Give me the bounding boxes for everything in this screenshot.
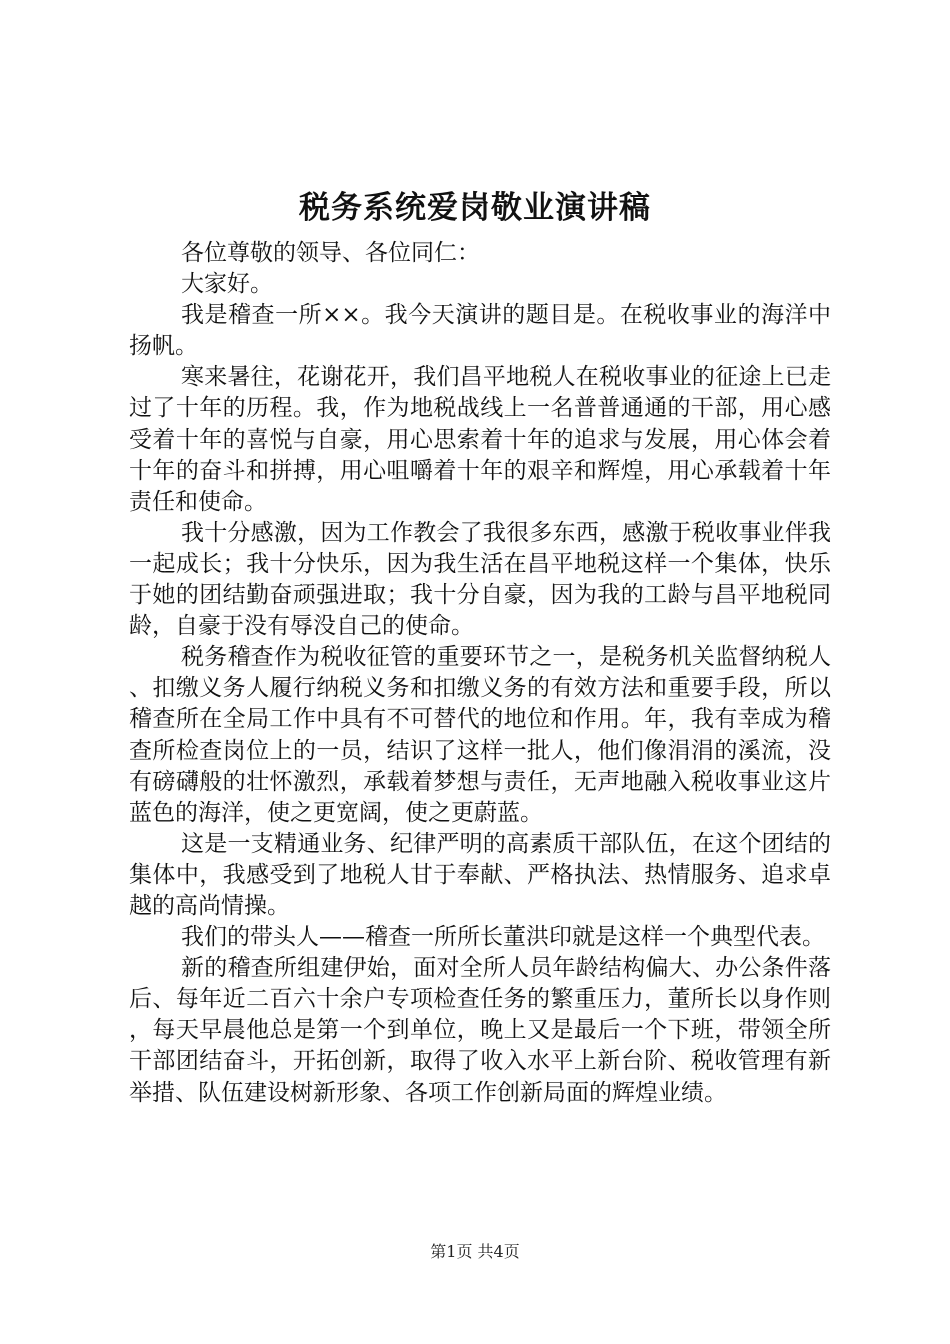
paragraph-body: 我十分感激，因为工作教会了我很多东西，感激于税收事业伴我一起成长；我十分快乐，因为我生活在昌平地税这样一个集体，快乐于她的团结勤奋顽强进取；我十分自豪，因为我的工龄与昌平地税同龄，自豪于没有辱没自己的使命。 <box>129 519 831 640</box>
document-title: 税务系统爱岗敬业演讲稿 <box>299 190 651 226</box>
document-body <box>129 238 831 1109</box>
paragraph-body: 我们的带头人——稽查一所所长董洪印就是这样一个典型代表。 <box>181 924 825 951</box>
paragraph-body: 新的稽查所组建伊始，面对全所人员年龄结构偏大、办公条件落后、每年近二百六十余户专项检查任务的繁重压力，董所长以身作则，每天早晨他总是第一个到单位，晚上又是最后一个下班，带领全所干部团结奋斗，开拓创新，取得了收入水平上新台阶、税收管理有新举措、队伍建设树新形象、各项工作创新局面的辉煌业绩。 <box>129 955 831 1106</box>
paragraph-intro: 我是稽查一所××。我今天演讲的题目是。在税收事业的海洋中扬帆。 <box>129 302 831 360</box>
paragraph-body: 这是一支精通业务、纪律严明的高素质干部队伍，在这个团结的集体中，我感受到了地税人甘于奉献、严格执法、热情服务、追求卓越的高尚情操。 <box>129 830 831 919</box>
paragraph-greeting: 大家好。 <box>181 271 273 298</box>
paragraph-body: 税务稽查作为税收征管的重要环节之一，是税务机关监督纳税人、扣缴义务人履行纳税义务和扣缴义务的有效方法和重要手段，所以稽查所在全局工作中具有不可替代的地位和作用。年，我有幸成为稽查所检查岗位上的一员，结识了这样一批人，他们像涓涓的溪流，没有磅礴般的壮怀激烈，承载着梦想与责任，无声地融入税收事业这片蓝色的海洋，使之更宽阔，使之更蔚蓝。 <box>129 644 831 826</box>
paragraph-body: 寒来暑往，花谢花开，我们昌平地税人在税收事业的征途上已走过了十年的历程。我，作为地税战线上一名普普通通的干部，用心感受着十年的喜悦与自豪，用心思索着十年的追求与发展，用心体会着十年的奋斗和拼搏，用心咀嚼着十年的艰辛和辉煌，用心承载着十年责任和使命。 <box>129 364 831 515</box>
page-number-footer: 第1页 共4页 <box>430 1242 520 1261</box>
paragraph-salutation: 各位尊敬的领导、各位同仁： <box>181 240 480 266</box>
